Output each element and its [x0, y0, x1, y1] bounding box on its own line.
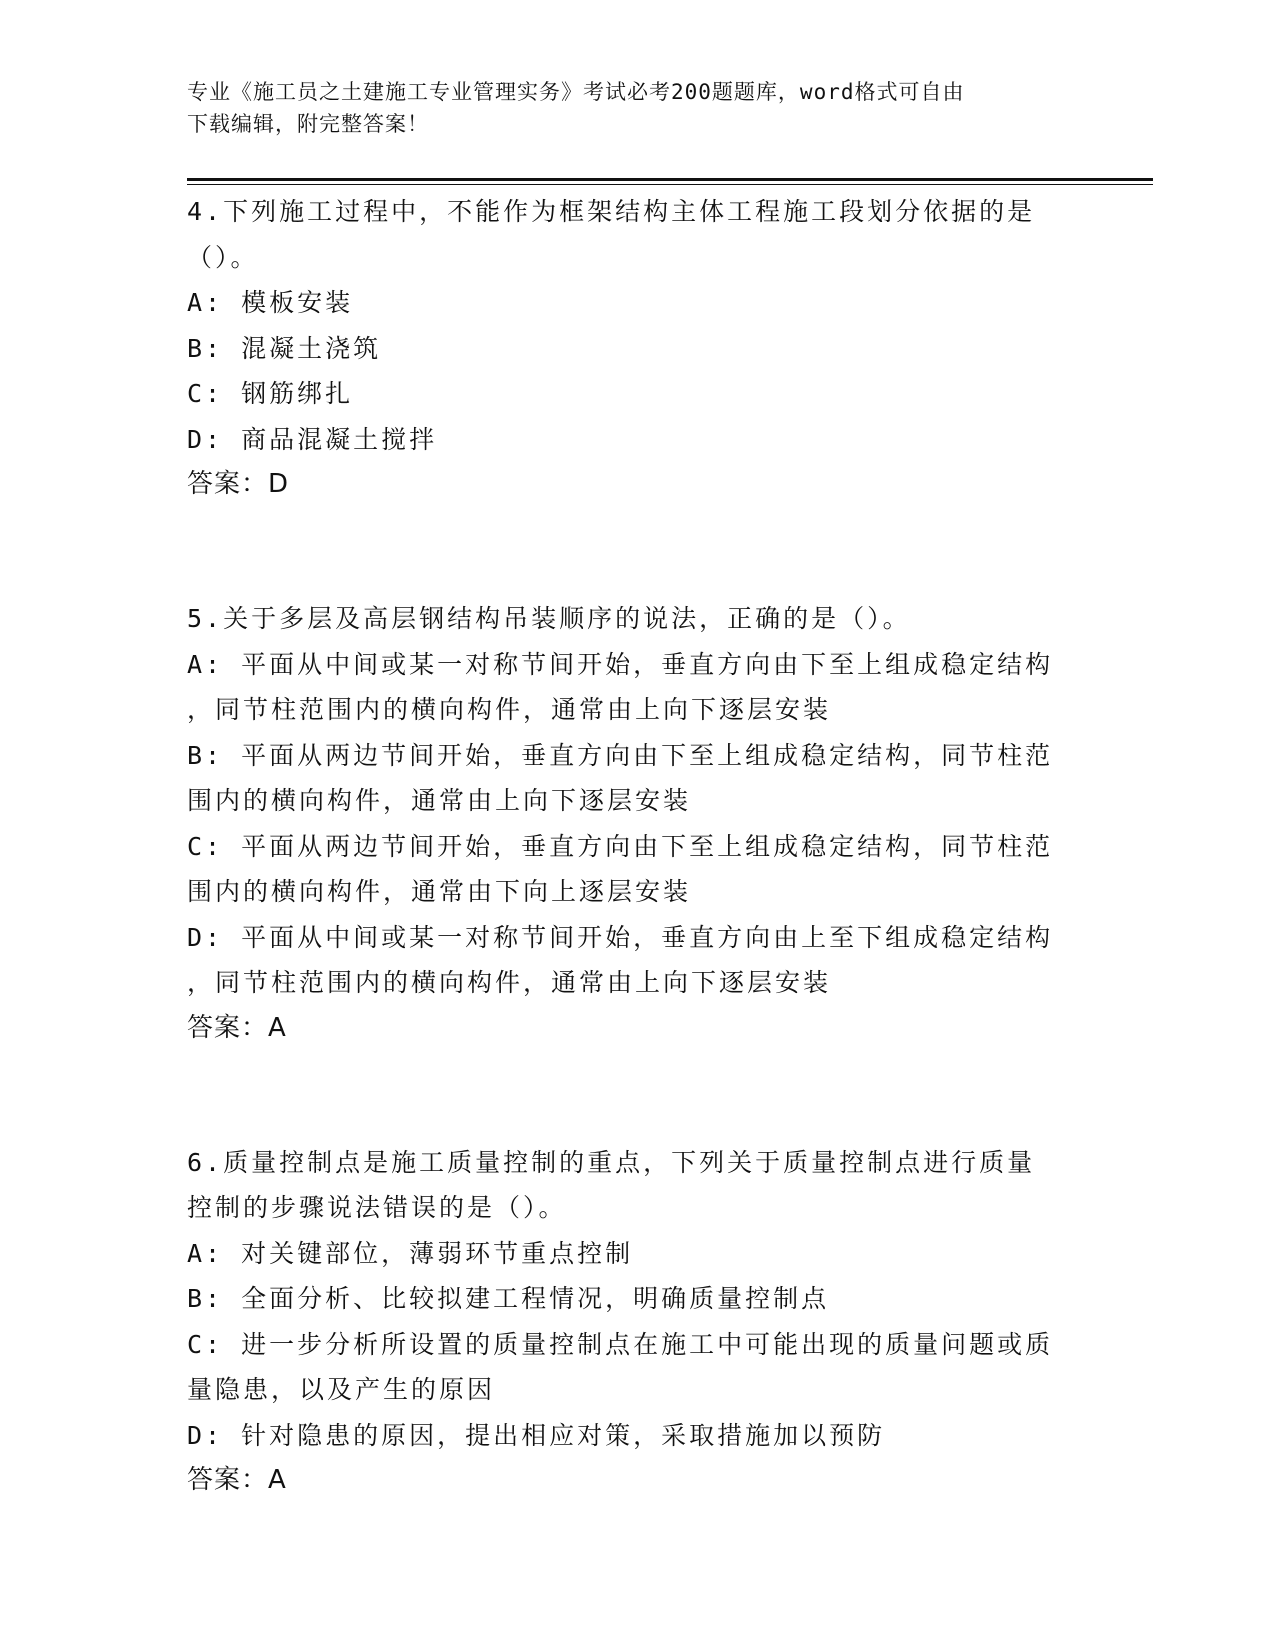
answer-label: 答案：D [187, 469, 290, 499]
option-a: A: 平面从中间或某一对称节间开始，垂直方向由下至上组成稳定结构 [187, 649, 1054, 679]
option-b-continued: 围内的横向构件，通常由上向下逐层安装 [187, 786, 692, 815]
option-b: B: 全面分析、比较拟建工程情况，明确质量控制点 [187, 1284, 830, 1313]
option-d: D: 针对隐患的原因，提出相应对策，采取措施加以预防 [187, 1420, 886, 1450]
option-b: B: 平面从两边节间开始，垂直方向由下至上组成稳定结构，同节柱范 [187, 740, 1054, 770]
question-stem: 控制的步骤说法错误的是（）。 [187, 1193, 567, 1222]
spacer [187, 1050, 1087, 1140]
question-stem: 5.关于多层及高层钢结构吊装顺序的说法，正确的是（）。 [187, 604, 911, 633]
document-header [187, 76, 1067, 140]
option-d: D: 商品混凝土搅拌 [187, 424, 438, 454]
option-c: C: 进一步分析所设置的质量控制点在施工中可能出现的质量问题或质 [187, 1329, 1054, 1359]
option-a-continued: ，同节柱范围内的横向构件，通常由上向下逐层安装 [187, 695, 832, 724]
question-6 [187, 1140, 1087, 1503]
header-line: 专业《施工员之土建施工专业管理实务》考试必考200题题库，word格式可自由 [187, 80, 965, 104]
option-a: A: 对关键部位，薄弱环节重点控制 [187, 1238, 634, 1268]
question-list [187, 189, 1087, 1502]
option-b: B: 混凝土浇筑 [187, 333, 382, 363]
answer-label: 答案：A [187, 1465, 287, 1495]
answer-label: 答案：A [187, 1012, 287, 1043]
header-divider-thin [187, 184, 1153, 185]
spacer [187, 506, 1087, 596]
question-stem: 6.质量控制点是施工质量控制的重点，下列关于质量控制点进行质量 [187, 1147, 1036, 1177]
option-a: A: 模板安装 [187, 288, 354, 317]
header-line: 下载编辑，附完整答案！ [187, 112, 429, 136]
header-divider [187, 178, 1153, 181]
question-4 [187, 189, 1087, 506]
question-stem: （）。 [187, 242, 259, 272]
option-d-continued: ，同节柱范围内的横向构件，通常由上向下逐层安装 [187, 968, 832, 997]
option-c: C: 平面从两边节间开始，垂直方向由下至上组成稳定结构，同节柱范 [187, 831, 1054, 861]
option-c-continued: 围内的横向构件，通常由下向上逐层安装 [187, 877, 692, 906]
question-stem: 4.下列施工过程中，不能作为框架结构主体工程施工段划分依据的是 [187, 197, 1036, 226]
option-c: C: 钢筋绑扎 [187, 379, 354, 408]
option-c-continued: 量隐患，以及产生的原因 [187, 1375, 496, 1404]
question-5 [187, 596, 1087, 1050]
option-d: D: 平面从中间或某一对称节间开始，垂直方向由上至下组成稳定结构 [187, 922, 1054, 952]
